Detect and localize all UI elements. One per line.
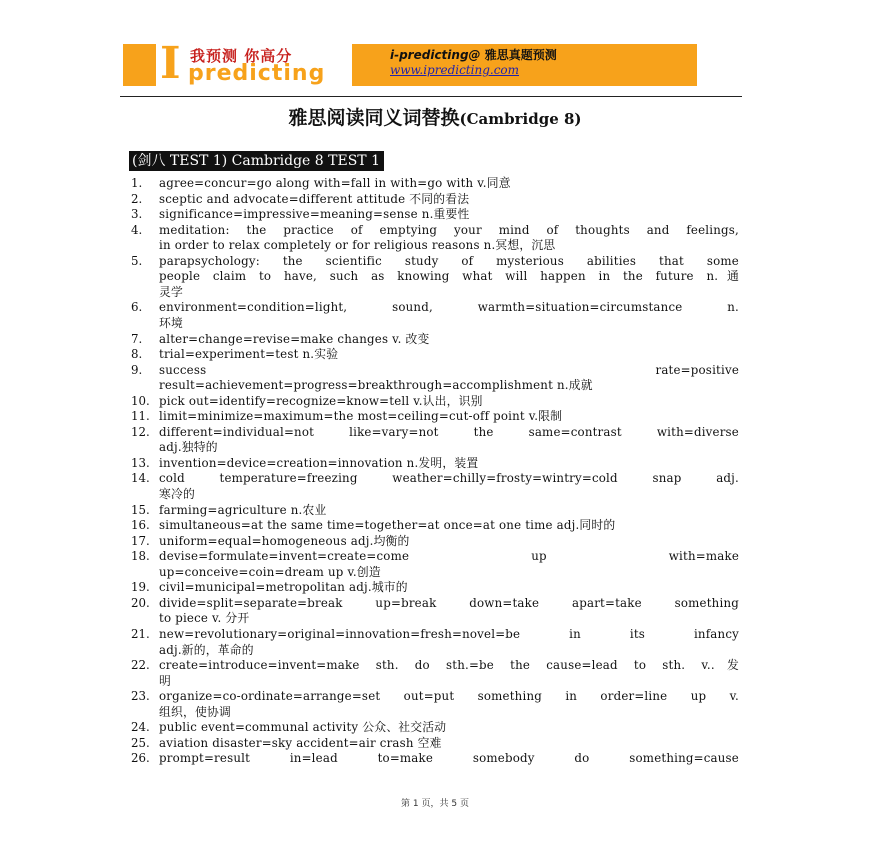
title-edition: (Cambridge 8)	[459, 110, 582, 128]
list-item-line: agree=concur=go along with=fall in with=go with v.同意	[159, 176, 511, 190]
list-item-line: aviation disaster=sky accident=air crash 空难	[159, 735, 442, 750]
list-item-line: 明	[159, 673, 171, 688]
list-item-line: adj.独特的	[159, 440, 218, 455]
list-item-line: environment=condition=light, sound, warmth=situation=circumstance n.	[159, 300, 739, 315]
list-item-line: organize=co-ordinate=arrange=set out=put something in order=line up v.	[159, 689, 739, 704]
list-item-line: to piece v. 分开	[159, 611, 250, 626]
title-main: 雅思阅读同义词替换	[288, 107, 460, 129]
list-item-number: 17.	[131, 533, 150, 548]
list-item-number: 9.	[131, 362, 143, 377]
list-item-line: adj.新的，革命的	[159, 642, 254, 657]
brand-name: i-predicting@	[390, 48, 481, 62]
list-item-line: result=achievement=progress=breakthrough=accomplishment n.成就	[159, 378, 593, 393]
page-footer: 第 1 页，共 5 页	[401, 799, 469, 809]
list-item-line: different=individual=not like=vary=not the same=contrast with=diverse	[159, 424, 739, 439]
list-item-number: 19.	[131, 580, 150, 595]
list-item-line: 环境	[159, 315, 183, 330]
list-item-number: 2.	[131, 191, 143, 206]
list-item-line: sceptic and advocate=different attitude 不同的看法	[159, 191, 470, 206]
section-heading: (剑八 TEST 1) Cambridge 8 TEST 1	[129, 151, 384, 171]
list-item-line: limit=minimize=maximum=the most=ceiling=cut-off point v.限制	[159, 409, 563, 424]
logo-letter: I	[160, 44, 181, 86]
list-item-line: create=introduce=invent=make sth. do sth.=be the cause=lead to sth. v..发	[159, 658, 739, 673]
list-item-line: meditation: the practice of emptying your mind of thoughts and feelings,	[159, 222, 739, 237]
list-item-line: pick out=identify=recognize=know=tell v.认出，识别	[159, 393, 483, 408]
list-item-number: 3.	[131, 207, 143, 222]
list-item-line: simultaneous=at the same time=together=at once=at one time adj.同时的	[159, 518, 616, 533]
list-item-line: alter=change=revise=make changes v. 改变	[159, 331, 430, 346]
list-item-number: 23.	[131, 689, 150, 704]
list-item-number: 11.	[131, 409, 150, 424]
list-item-number: 10.	[131, 393, 150, 408]
list-item-number: 14.	[131, 471, 150, 486]
list-item-line: civil=municipal=metropolitan adj.城市的	[159, 580, 408, 595]
list-item-line: invention=device=creation=innovation n.发明，装置	[159, 455, 479, 470]
list-item-line: significance=impressive=meaning=sense n.重要性	[159, 207, 470, 222]
list-item-number: 25.	[131, 735, 150, 750]
brand-url-link[interactable]: www.ipredicting.com	[390, 63, 520, 77]
logo-word: predicting	[188, 61, 326, 86]
list-item-line: divide=split=separate=break up=break down=take apart=take something	[159, 595, 739, 610]
list-item-number: 5.	[131, 253, 143, 268]
list-item-line: uniform=equal=homogeneous adj.均衡的	[159, 533, 410, 548]
list-item-line: cold temperature=freezing weather=chilly=frosty=wintry=cold snap adj.	[159, 471, 739, 486]
list-item-line: success rate=positive	[159, 362, 739, 377]
list-item-line: 灵学	[159, 284, 183, 299]
list-item-number: 22.	[131, 658, 150, 673]
list-item-line: devise=formulate=invent=create=come up with=make	[159, 549, 739, 564]
list-item-number: 16.	[131, 518, 150, 533]
list-item-number: 1.	[131, 176, 143, 190]
list-item-line: 组织，使协调	[159, 704, 231, 719]
list-item-line: 寒冷的	[159, 487, 195, 501]
list-item-number: 24.	[131, 720, 150, 735]
list-item-line: farming=agriculture n.农业	[159, 502, 327, 517]
list-item-line: new=revolutionary=original=innovation=fresh=novel=be in its infancy	[159, 626, 739, 641]
brand-tagline: 雅思真题预测	[484, 48, 557, 62]
logo-slogan: 我预测 你高分	[190, 47, 293, 65]
list-item-number: 20.	[131, 595, 150, 610]
list-item-number: 15.	[131, 502, 150, 517]
list-item-line: people claim to have, such as knowing what will happen in the future n.通	[159, 269, 739, 284]
list-item-number: 8.	[131, 347, 143, 362]
list-item-number: 12.	[131, 424, 150, 439]
list-item-line: parapsychology: the scientific study of mysterious abilities that some	[159, 253, 739, 268]
list-item-number: 26.	[131, 751, 150, 766]
list-item-number: 13.	[131, 455, 150, 470]
list-item-line: trial=experiment=test n.实验	[159, 347, 339, 362]
list-item-line: prompt=result in=lead to=make somebody do something=cause	[159, 751, 739, 766]
list-item-line: public event=communal activity 公众、社交活动	[159, 720, 447, 735]
list-item-number: 4.	[131, 222, 143, 237]
list-item-number: 18.	[131, 549, 150, 564]
list-item-number: 21.	[131, 626, 150, 641]
list-item-number: 6.	[131, 300, 143, 315]
list-item-line: up=conceive=coin=dream up v.创造	[159, 564, 381, 579]
list-item-number: 7.	[131, 331, 143, 346]
list-item-line: in order to relax completely or for religious reasons n.冥想，沉思	[159, 238, 556, 253]
